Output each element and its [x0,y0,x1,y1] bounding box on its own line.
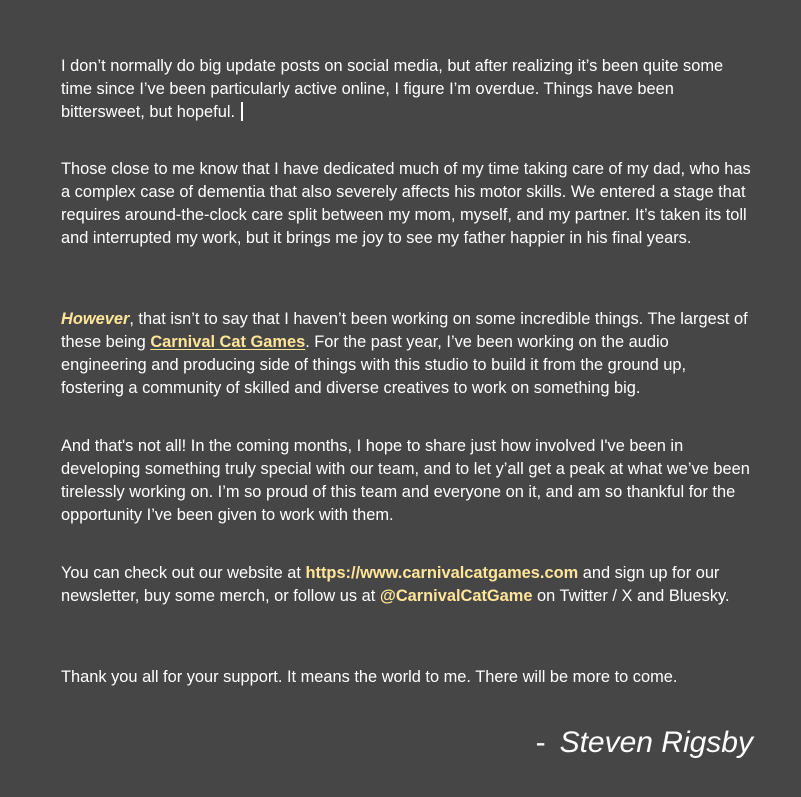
signature-dash: - [535,726,546,759]
paragraph-dad: Those close to me know that I have dedicated much of my time taking care of my dad, who has a complex case of dementia that also severely affects his motor skills. We entered a stage that requires around-the-clock care split between my mom, myself, and my partner. It’s taken its toll and interrupted my work, but it brings me joy to see my father happier in his final years. [61,160,751,247]
paragraph-intro-text: I don’t normally do big update posts on social media, but after realizing it’s been quite some time since I’ve been particularly active online, I figure I’m overdue. Things have been bittersweet, but hopeful. [61,57,724,121]
carnival-cat-games-link[interactable]: Carnival Cat Games [150,333,306,351]
paragraph-links [61,562,751,608]
paragraph-work-text-2: . For the past year, I’ve been working on the audio engineering and producing side of things with this studio to build it from the ground up, fostering a community of skilled and diverse creatives to work on something big. [61,333,687,397]
paragraph-work [61,308,751,400]
text-cursor [241,102,243,121]
paragraph-links-text-1: You can check out our website at [61,564,306,582]
however-emphasis: However [61,310,130,328]
paragraph-links-text-2: and sign up for our newsletter, buy some merch, or follow us at [61,564,720,605]
paragraph-links-text-3: on Twitter / X and Bluesky. [532,587,730,605]
paragraph-work-text-1: , that isn’t to say that I haven’t been working on some incredible things. The largest of these being [61,310,748,351]
paragraph-thanks: Thank you all for your support. It means the world to me. There will be more to come. [61,668,678,686]
social-handle-link[interactable]: @CarnivalCatGame [379,587,533,605]
paragraph-intro [61,55,751,124]
paragraph-upcoming: And that's not all! In the coming months, I hope to share just how involved I've been in developing something truly special with our team, and to let y’all get a peak at what we’ve been tirelessly working on. I’m so proud of this team and everyone on it, and am so thankful for the opportunity I’ve been given to work with them. [61,437,750,524]
signature-name: Steven Rigsby [559,726,753,759]
signature [536,725,753,761]
website-link[interactable]: https://www.carnivalcatgames.com [305,564,579,582]
